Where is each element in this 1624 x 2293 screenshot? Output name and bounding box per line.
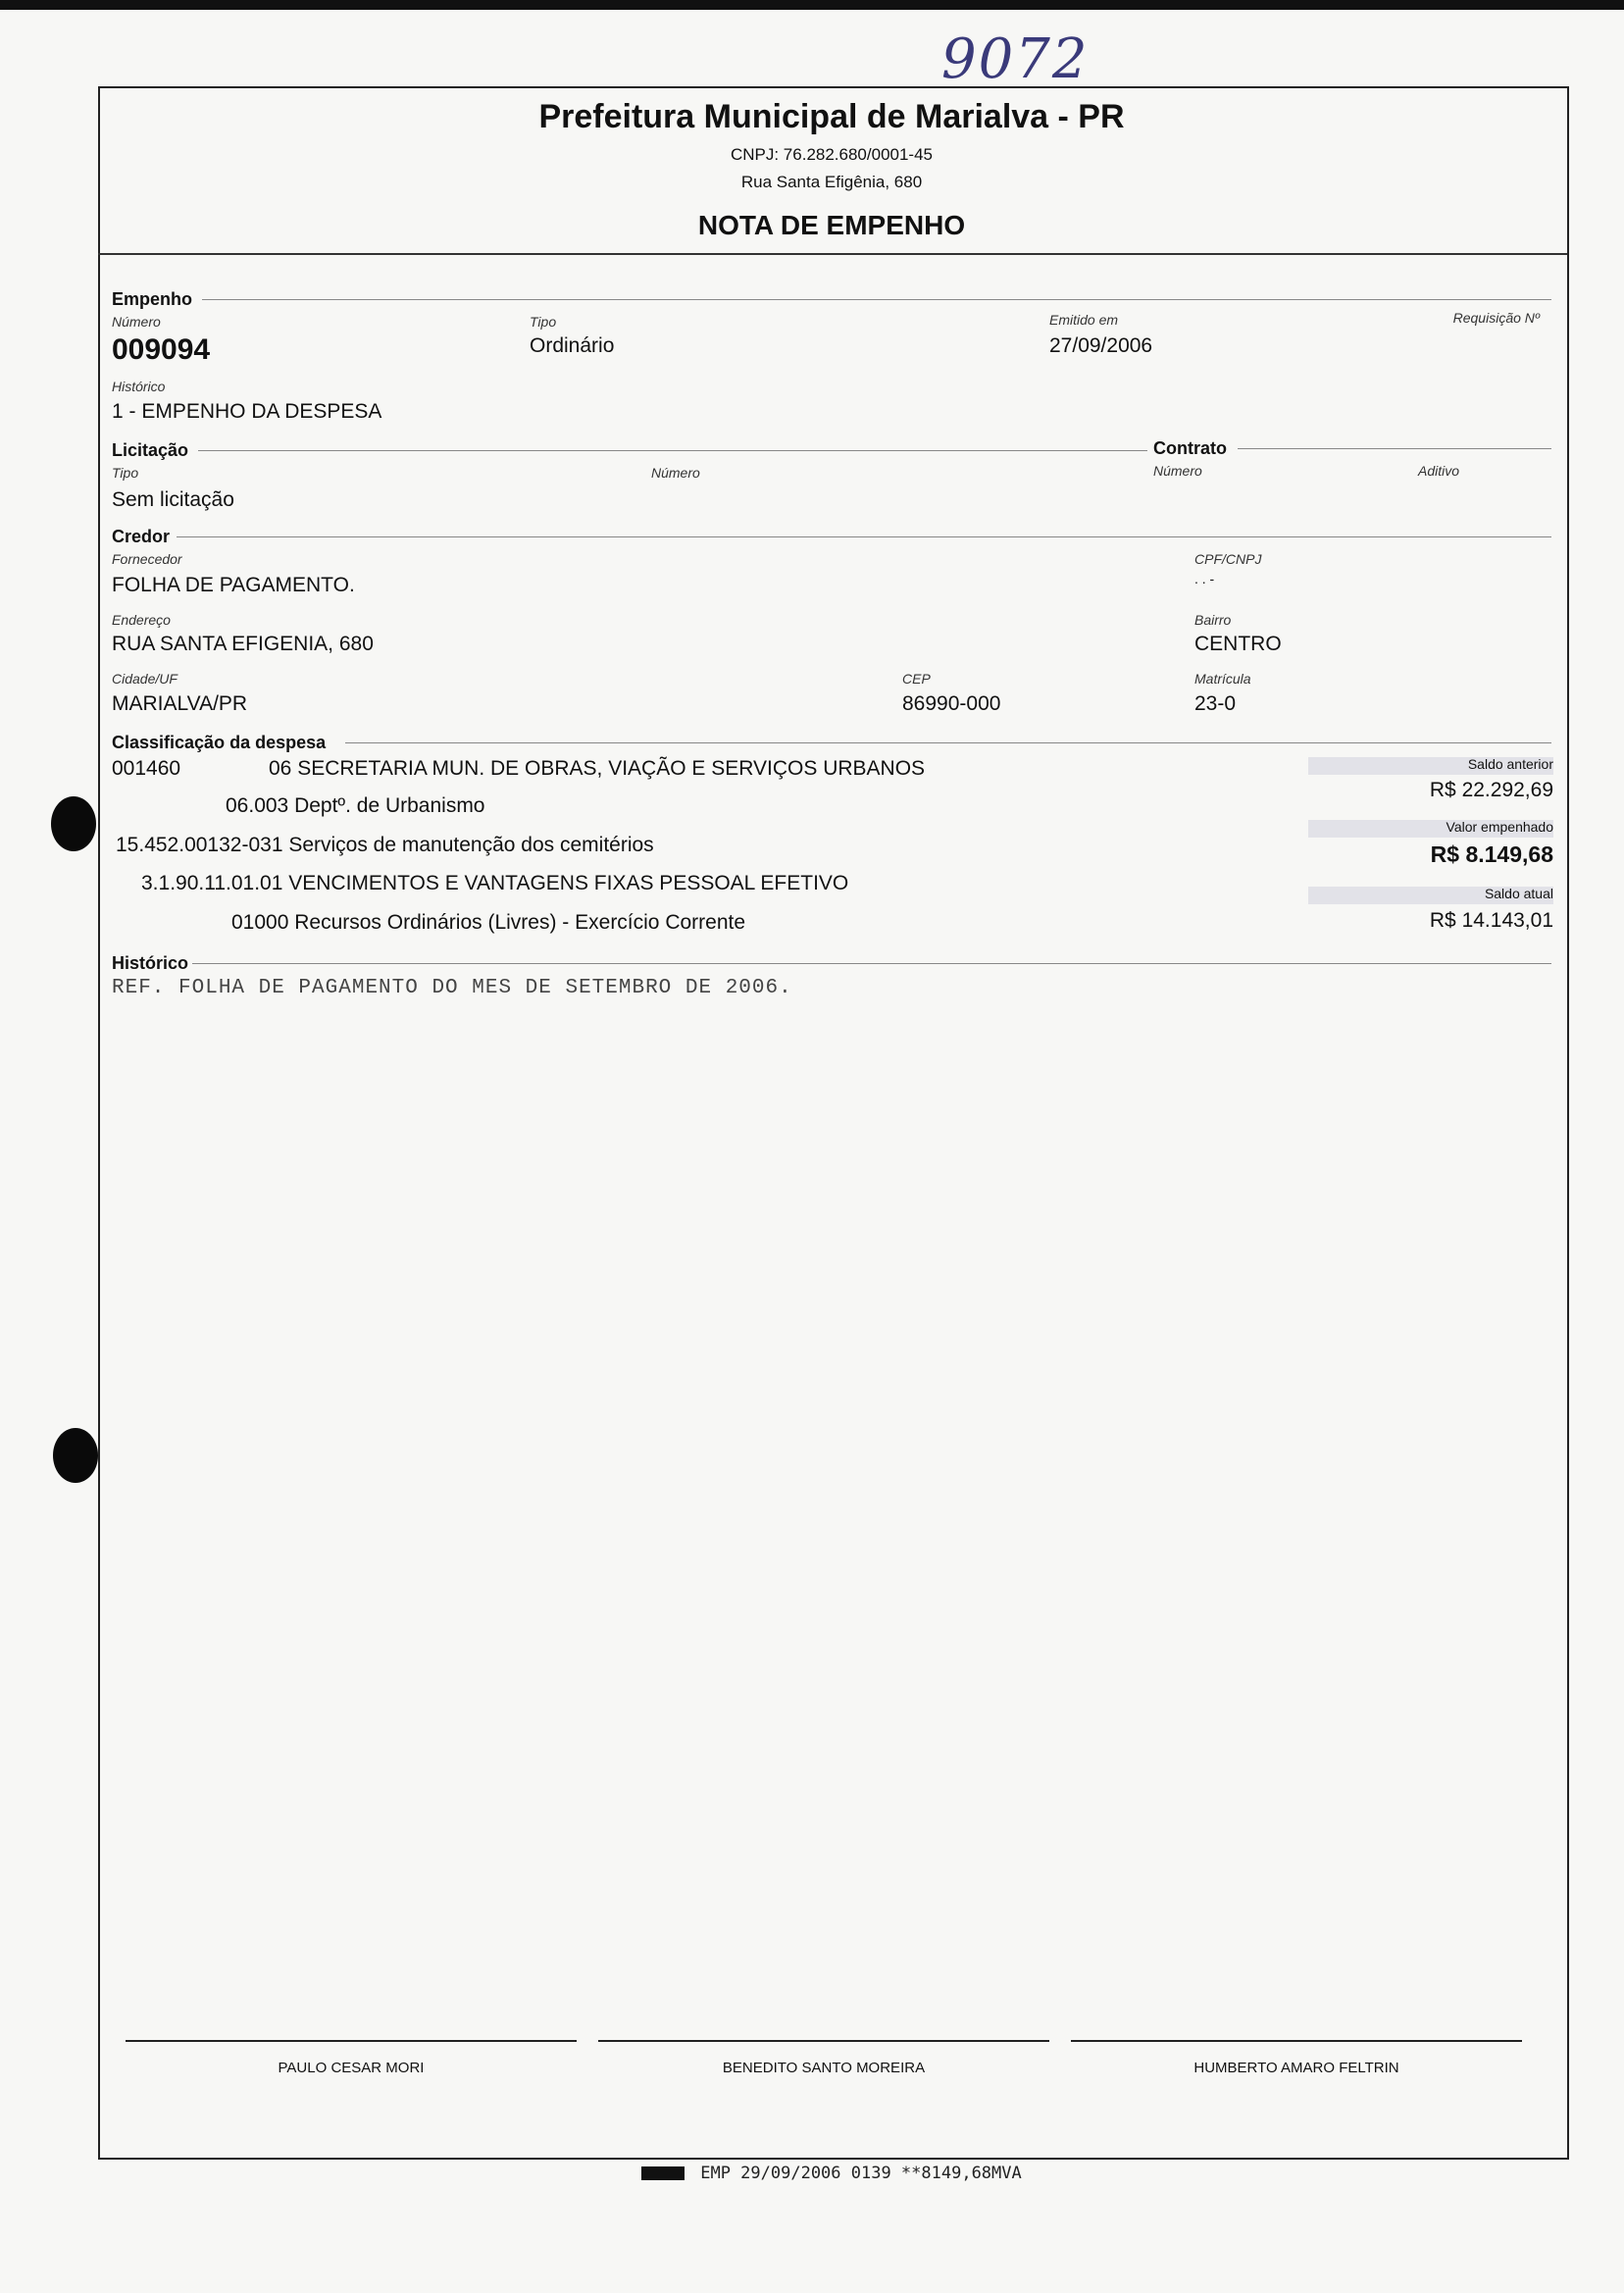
valor-empenhado-label: Valor empenhado [1446,819,1553,835]
numero-label: Número [112,314,161,330]
requisicao-label: Requisição Nº [1452,310,1540,326]
cnpj-text: CNPJ: 76.282.680/0001-45 [730,145,934,164]
contrato-numero-label: Número [1153,463,1202,479]
document-frame [98,86,1569,2160]
licitacao-tipo: Sem licitação [112,488,234,511]
signature-name-3: HUMBERTO AMARO FELTRIN [1193,2060,1399,2076]
emitido-label: Emitido em [1049,312,1119,328]
divider [345,742,1551,743]
contrato-aditivo-label: Aditivo [1418,463,1460,479]
matricula-value: 23-0 [1194,692,1237,715]
bairro-label: Bairro [1194,612,1232,628]
saldo-atual-label: Saldo atual [1484,886,1553,901]
matricula-label: Matrícula [1194,671,1251,687]
bairro-value: CENTRO [1194,633,1282,655]
scan-top-edge [0,0,1624,10]
stamp-text: EMP 29/09/2006 0139 **8149,68MVA [700,2164,1022,2183]
municipality-name: Prefeitura Municipal de Marialva - PR [538,98,1125,135]
licitacao-numero-label: Número [651,465,700,481]
cep-value: 86990-000 [902,692,1001,715]
classificacao-elemento: 3.1.90.11.01.01 VENCIMENTOS E VANTAGENS FIXAS PESSOAL EFETIVO [141,872,849,894]
empenho-tipo: Ordinário [530,334,615,357]
section-historico: Histórico [112,953,189,973]
empenho-number: 009094 [112,333,211,366]
signature-name-2: BENEDITO SANTO MOREIRA [722,2060,926,2076]
fornecedor-label: Fornecedor [112,551,182,567]
cpf-label: CPF/CNPJ [1194,551,1262,567]
authentication-stamp [98,2164,1565,2183]
classificacao-departamento: 06.003 Deptº. de Urbanismo [226,794,485,817]
divider [198,450,1147,451]
fornecedor-name: FOLHA DE PAGAMENTO. [112,574,355,596]
signature-line [598,2040,1049,2042]
empenho-historico: 1 - EMPENHO DA DESPESA [112,400,382,423]
endereco-label: Endereço [112,612,171,628]
document-title: NOTA DE EMPENHO [697,210,966,240]
saldo-anterior-value: R$ 22.292,69 [1429,779,1553,801]
historico-text: REF. FOLHA DE PAGAMENTO DO MES DE SETEMBRO DE 2006. [112,977,792,999]
section-classificacao: Classificação da despesa [112,733,327,752]
cidade-label: Cidade/UF [112,671,178,687]
classificacao-programa: 15.452.00132-031 Serviços de manutenção dos cemitérios [116,834,654,856]
divider [202,299,1551,300]
divider [177,536,1551,537]
endereco-value: RUA SANTA EFIGENIA, 680 [112,633,374,655]
punch-hole [51,796,96,851]
divider [192,963,1551,964]
section-empenho: Empenho [112,289,193,309]
cep-label: CEP [902,671,931,687]
section-credor: Credor [112,527,171,546]
header-divider [98,253,1567,255]
emitido-date: 27/09/2006 [1049,334,1153,357]
section-licitacao: Licitação [112,440,189,460]
valor-empenhado-value: R$ 8.149,68 [1430,841,1553,867]
stamp-logo-icon [641,2166,685,2180]
tipo-label: Tipo [530,314,557,330]
punch-hole [53,1428,98,1483]
saldo-atual-value: R$ 14.143,01 [1429,909,1553,932]
signature-line [126,2040,577,2042]
saldo-anterior-label: Saldo anterior [1467,756,1553,772]
licitacao-tipo-label: Tipo [112,465,139,481]
divider [1238,448,1551,449]
classificacao-recurso: 01000 Recursos Ordinários (Livres) - Exercício Corrente [231,911,746,934]
signature-line [1071,2040,1522,2042]
cidade-value: MARIALVA/PR [112,692,248,715]
address-text: Rua Santa Efigênia, 680 [740,173,923,191]
historico-label: Histórico [112,379,166,394]
handwritten-page-number: 9072 [941,27,1090,91]
signature-name-1: PAULO CESAR MORI [278,2060,425,2076]
classificacao-secretaria: 06 SECRETARIA MUN. DE OBRAS, VIAÇÃO E SERVIÇOS URBANOS [269,757,926,780]
classificacao-code: 001460 [112,757,181,780]
cpf-value: . . - [1194,571,1215,586]
section-contrato: Contrato [1153,438,1227,458]
